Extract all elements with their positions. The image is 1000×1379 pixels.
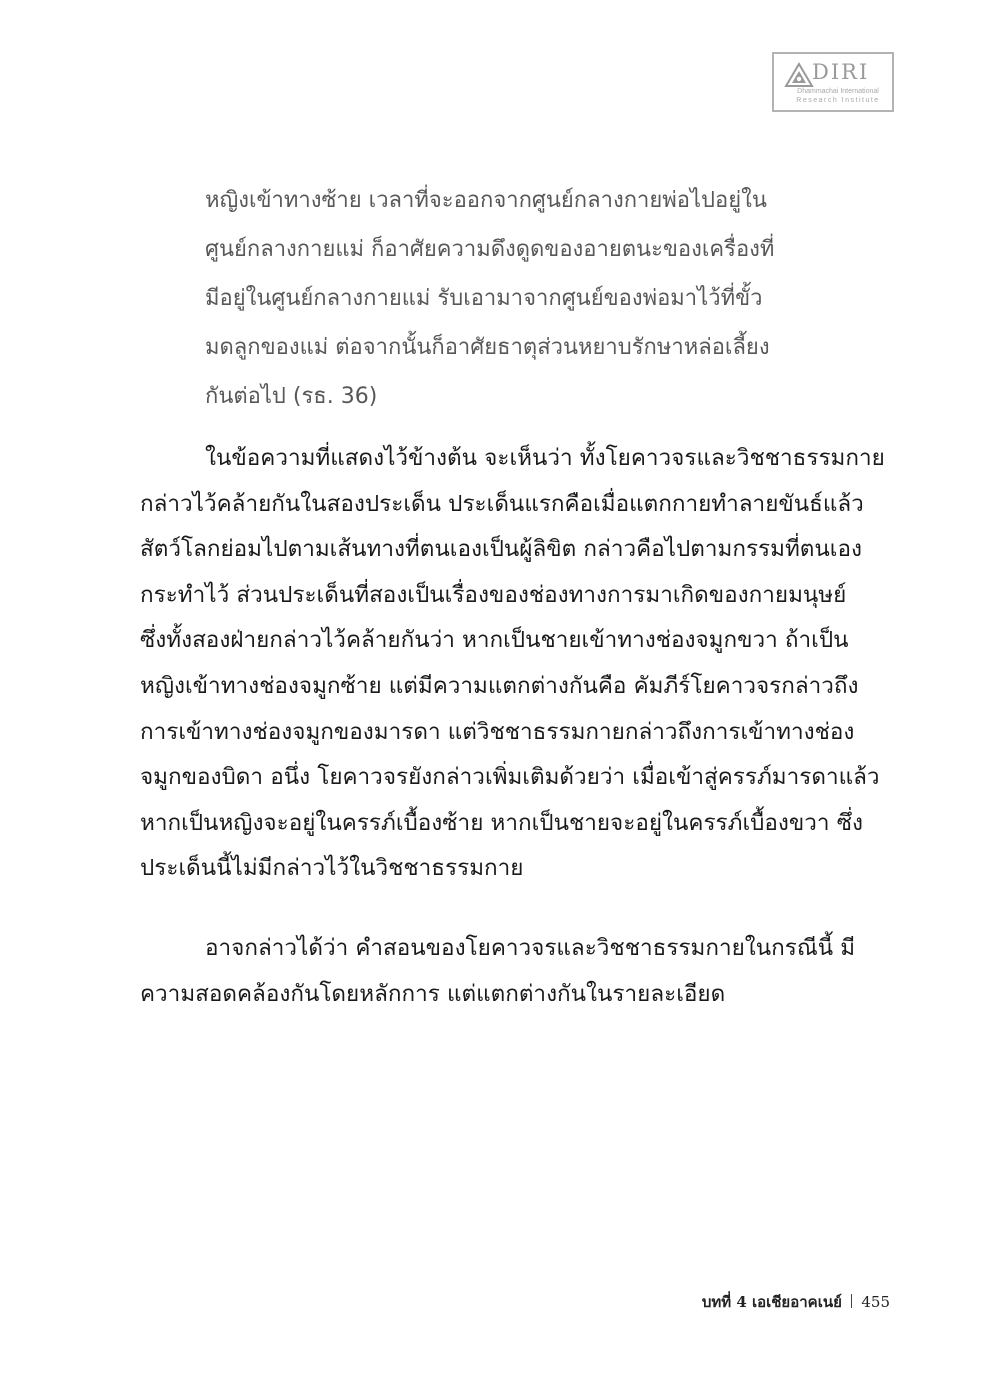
paragraph-2: [140, 926, 900, 1017]
quote-line: มีอยู่ในศูนย์กลางกายแม่ รับเอามาจากศูนย์ของพ่อมาไว้ที่ขั้ว: [205, 286, 763, 311]
quote-line: ศูนย์กลางกายแม่ ก็อาศัยความดึงดูดของอายตนะของเครื่องที่: [205, 237, 775, 262]
page-footer: [702, 1290, 890, 1314]
triangle-emblem-icon: [784, 62, 814, 88]
paragraph-line: อาจกล่าวได้ว่า คำสอนของโยคาวจรและวิชชาธรรมกายในกรณีนี้ มี: [205, 935, 856, 961]
quote-line: มดลูกของแม่ ต่อจากนั้นก็อาศัยธาตุส่วนหยาบรักษาหล่อเลี้ยง: [205, 335, 770, 360]
logo-name: DIRI: [812, 60, 870, 84]
footer-divider: [851, 1294, 853, 1308]
paragraph-line: กล่าวไว้คล้ายกันในสองประเด็น ประเด็นแรกคือเมื่อแตกกายทำลายขันธ์แล้ว: [140, 490, 864, 517]
paragraph-line: หญิงเข้าทางช่องจมูกซ้าย แต่มีความแตกต่างกันคือ คัมภีร์โยคาวจรกล่าวถึง: [140, 672, 859, 699]
paragraph-line: การเข้าทางช่องจมูกของมารดา แต่วิชชาธรรมกายกล่าวถึงการเข้าทางช่อง: [140, 718, 855, 745]
diri-logo: [772, 52, 894, 112]
paragraph-line: ซึ่งทั้งสองฝ่ายกล่าวไว้คล้ายกันว่า หากเป็นชายเข้าทางช่องจมูกขวา ถ้าเป็น: [140, 627, 849, 654]
paragraph-line: กระทำไว้ ส่วนประเด็นที่สองเป็นเรื่องของช่องทางการมาเกิดของกายมนุษย์: [140, 581, 847, 608]
quote-line: หญิงเข้าทางซ้าย เวลาที่จะออกจากศูนย์กลางกายพ่อไปอยู่ใน: [205, 188, 767, 213]
logo-subtitle-line1: Dhammachai International: [797, 88, 879, 95]
paragraph-line: ในข้อความที่แสดงไว้ข้างต้น จะเห็นว่า ทั้งโยคาวจรและวิชชาธรรมกาย: [205, 445, 885, 471]
paragraph-line: ประเด็นนี้ไม่มีกล่าวไว้ในวิชชาธรรมกาย: [140, 855, 524, 882]
page-number: 455: [861, 1293, 890, 1311]
quote-line: กันต่อไป (รธ. 36): [205, 384, 378, 409]
chapter-title: บทที่ 4 เอเชียอาคเนย์: [701, 1293, 842, 1311]
paragraph-line: หากเป็นหญิงจะอยู่ในครรภ์เบื้องซ้าย หากเป็นชายจะอยู่ในครรภ์เบื้องขวา ซึ่ง: [140, 809, 863, 836]
logo-subtitle-line2: Research Institute: [796, 97, 880, 104]
quoted-passage: [205, 176, 865, 421]
paragraph-line: สัตว์โลกย่อมไปตามเส้นทางที่ตนเองเป็นผู้ลิขิต กล่าวคือไปตามกรรมที่ตนเอง: [140, 536, 862, 563]
paragraph-1: [140, 436, 900, 892]
paragraph-line: จมูกของบิดา อนึ่ง โยคาวจรยังกล่าวเพิ่มเติมด้วยว่า เมื่อเข้าสู่ครรภ์มารดาแล้ว: [140, 764, 880, 791]
paragraph-line: ความสอดคล้องกันโดยหลักการ แต่แตกต่างกันในรายละเอียด: [140, 980, 726, 1007]
